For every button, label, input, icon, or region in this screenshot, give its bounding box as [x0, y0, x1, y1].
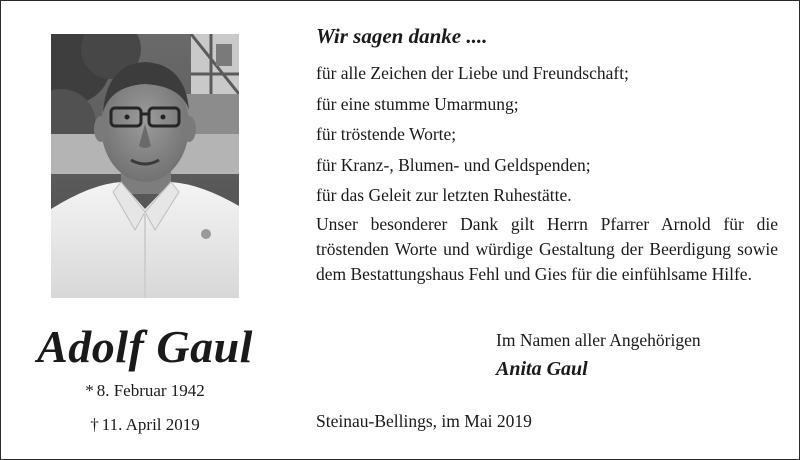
deceased-name: Adolf Gaul [37, 321, 253, 372]
special-thanks-paragraph: Unser besonderer Dank gilt Herrn Pfarrer Arnold für die tröstenden Worte und würdige Gestaltung der Beerdigung sowie dem Bestattungshaus Fehl und Gies für die einfühlsame Hilfe. [316, 214, 778, 284]
signature-name: Anita Gaul [496, 358, 588, 380]
place-date: Steinau-Bellings, im Mai 2019 [316, 411, 532, 431]
thanks-list [316, 61, 629, 214]
death-date: 11. April 2019 [101, 415, 200, 434]
death-symbol: † [90, 415, 99, 434]
death-date-line [0, 415, 290, 435]
thanks-line: für alle Zeichen der Liebe und Freundschaft; [316, 63, 629, 83]
birth-symbol: * [85, 381, 94, 400]
thanks-line: für Kranz-, Blumen- und Geldspenden; [316, 154, 591, 175]
thanks-line: für das Geleit zur letzten Ruhestätte. [316, 185, 572, 205]
birth-date: 8. Februar 1942 [96, 381, 205, 400]
thanks-heading: Wir sagen danke .... [316, 24, 488, 48]
thanks-line: für eine stumme Umarmung; [316, 93, 519, 114]
birth-date-line [0, 381, 290, 401]
portrait-photo [51, 34, 239, 298]
signature-intro: Im Namen aller Angehörigen [496, 330, 701, 350]
thanks-line: für tröstende Worte; [316, 124, 457, 144]
